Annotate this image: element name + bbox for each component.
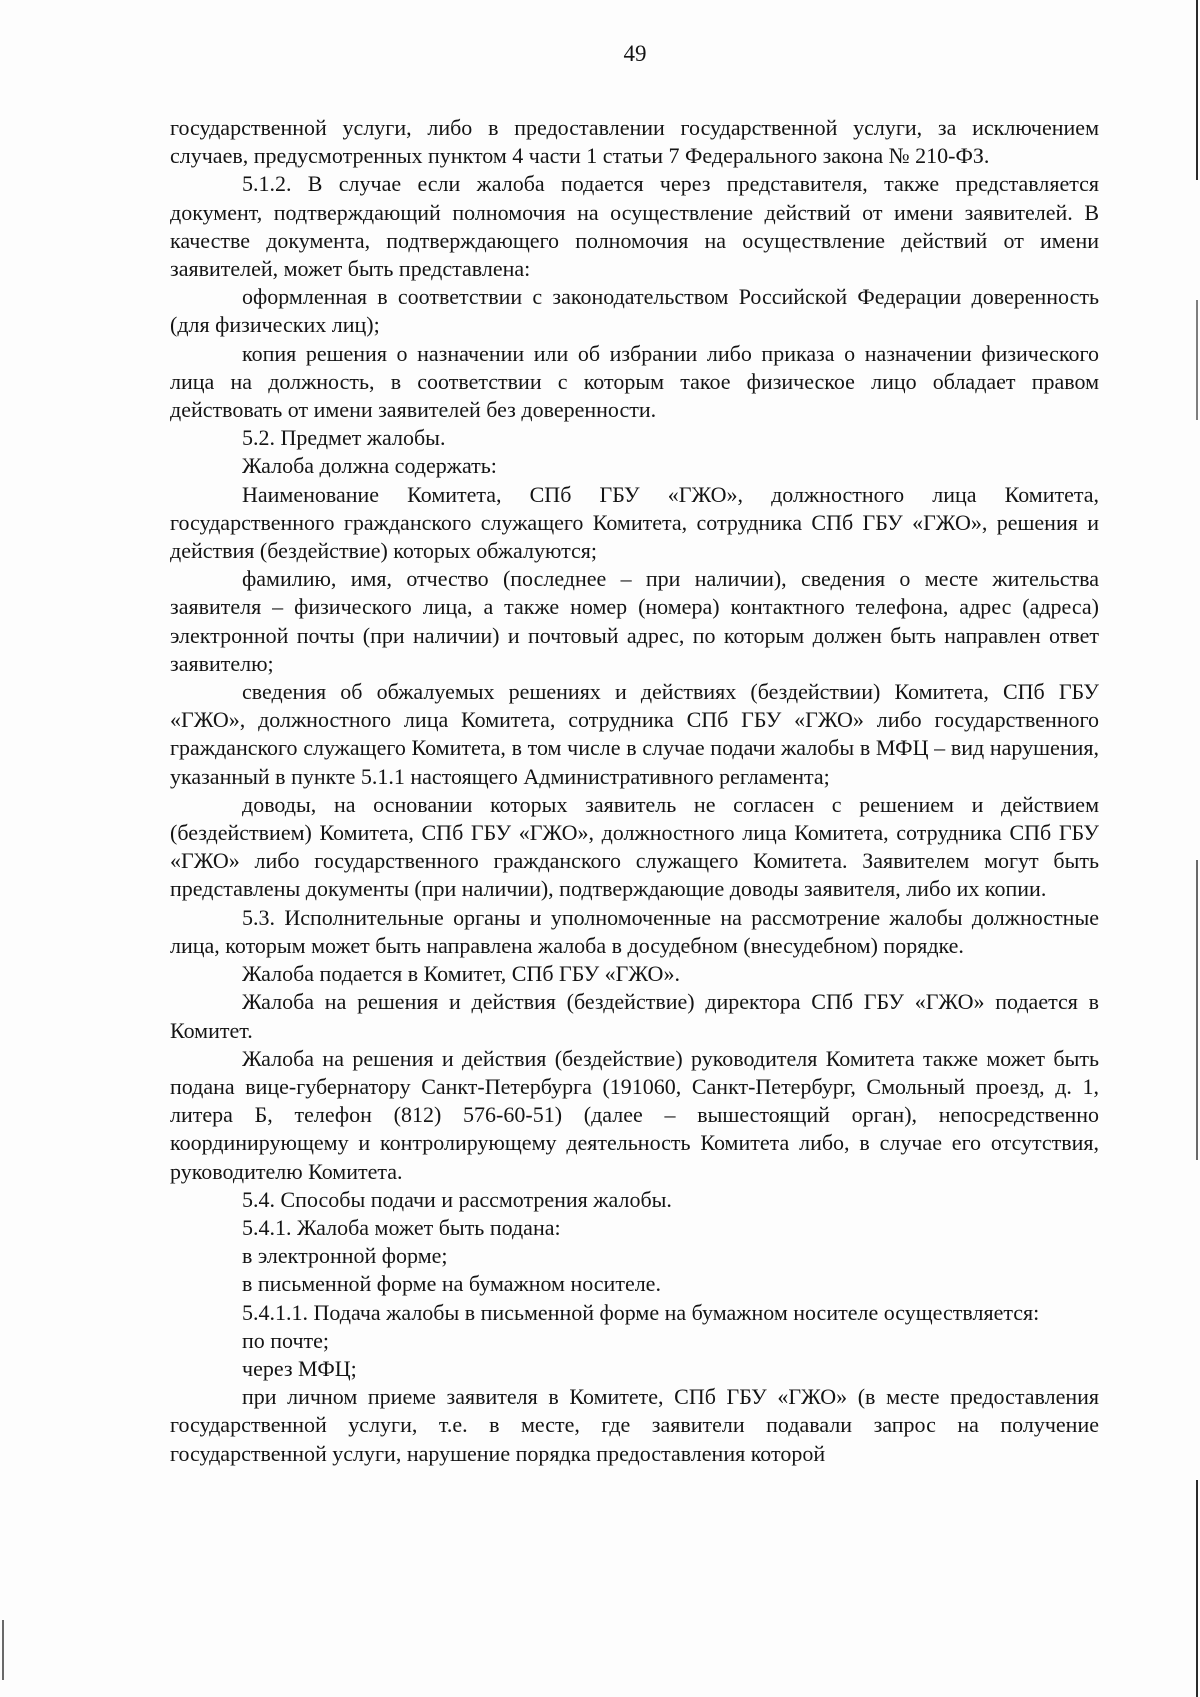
paragraph: Наименование Комитета, СПб ГБУ «ГЖО», должностного лица Комитета, государственного гражданского служащего Комитета, сотрудника СПб ГБУ «ГЖО», решения и действия (бездействие) которых обжалуются; xyxy=(170,481,1099,564)
paragraph: Жалоба на решения и действия (бездействие) директора СПб ГБУ «ГЖО» подается в Комитет. xyxy=(170,989,1099,1043)
scan-edge-artifact xyxy=(2,1620,4,1680)
paragraph: Жалоба подается в Комитет, СПб ГБУ «ГЖО». xyxy=(242,961,680,987)
scan-edge-artifact xyxy=(1196,300,1198,420)
list-item: через МФЦ; xyxy=(242,1355,357,1381)
document-body xyxy=(170,114,1099,1468)
paragraph: сведения об обжалуемых решениях и действиях (бездействии) Комитета, СПб ГБУ «ГЖО», должностного лица Комитета, сотрудника СПб ГБУ «ГЖО» либо государственного гражданского служащего Комитета, в том числе в случае подачи жалобы в МФЦ – вид нарушения, указанный в пункте 5.1.1 настоящего Административного регламента; xyxy=(170,679,1099,789)
section-heading: 5.4. Способы подачи и рассмотрения жалобы. xyxy=(242,1186,672,1212)
paragraph: Жалоба на решения и действия (бездействие) руководителя Комитета также может быть подана вице-губернатору Санкт-Петербурга (191060, Санкт-Петербург, Смольный проезд, д. 1, литера Б, телефон (812) 576-60-51) (далее – вышестоящий орган), непосредственно координирующему и контролирующему деятельность Комитета либо, в случае его отсутствия, руководителю Комитета. xyxy=(170,1045,1099,1184)
paragraph: государственной услуги, либо в предоставлении государственной услуги, за исключением случаев, предусмотренных пунктом 4 части 1 статьи 7 Федерального закона № 210-ФЗ. xyxy=(170,115,1099,169)
paragraph: при личном приеме заявителя в Комитете, СПб ГБУ «ГЖО» (в месте предоставления государственной услуги, т.е. в месте, где заявители подавали запрос на получение государственной услуги, нарушение порядка предоставления которой xyxy=(170,1384,1099,1466)
paragraph: копия решения о назначении или об избрании либо приказа о назначении физического лица на должность, в соответствии с которым такое физическое лицо обладает правом действовать от имени заявителей без доверенности. xyxy=(170,340,1099,423)
page-number: 49 xyxy=(623,41,647,66)
paragraph: Жалоба должна содержать: xyxy=(242,453,497,479)
section-heading: 5.3. Исполнительные органы и уполномоченные на рассмотрение жалобы должностные лица, которым может быть направлена жалоба в досудебном (внесудебном) порядке. xyxy=(170,904,1099,958)
paragraph: 5.4.1.1. Подача жалобы в письменной форме на бумажном носителе осуществляется: xyxy=(242,1299,1040,1325)
list-item: по почте; xyxy=(242,1327,330,1353)
section-heading: 5.2. Предмет жалобы. xyxy=(242,425,446,451)
paragraph: оформленная в соответствии с законодательством Российской Федерации доверенность (для физических лиц); xyxy=(170,284,1099,338)
scan-edge-artifact xyxy=(1196,860,1198,1160)
scan-edge-artifact xyxy=(1196,0,1198,180)
paragraph: доводы, на основании которых заявитель не согласен с решением и действием (бездействием) Комитета, СПб ГБУ «ГЖО», должностного лица Комитета, сотрудника СПб ГБУ «ГЖО» либо государственного гражданского служащего Комитета. Заявителем могут быть представлены документы (при наличии), подтверждающие доводы заявителя, либо их копии. xyxy=(170,791,1099,902)
paragraph: 5.4.1. Жалоба может быть подана: xyxy=(242,1214,561,1240)
paragraph: 5.1.2. В случае если жалоба подается через представителя, также представляется документ, подтверждающий полномочия на осуществление действий от имени заявителей. В качестве документа, подтверждающего полномочия на осуществление действий от имени заявителей, может быть представлена: xyxy=(170,171,1099,282)
paragraph: фамилию, имя, отчество (последнее – при наличии), сведения о месте жительства заявителя – физического лица, а также номер (номера) контактного телефона, адрес (адреса) электронной почты (при наличии) и почтовый адрес, по которым должен быть направлен ответ заявителю; xyxy=(170,566,1099,676)
list-item: в электронной форме; xyxy=(242,1243,448,1269)
list-item: в письменной форме на бумажном носителе. xyxy=(242,1271,661,1297)
scan-edge-artifact xyxy=(1196,1480,1198,1697)
